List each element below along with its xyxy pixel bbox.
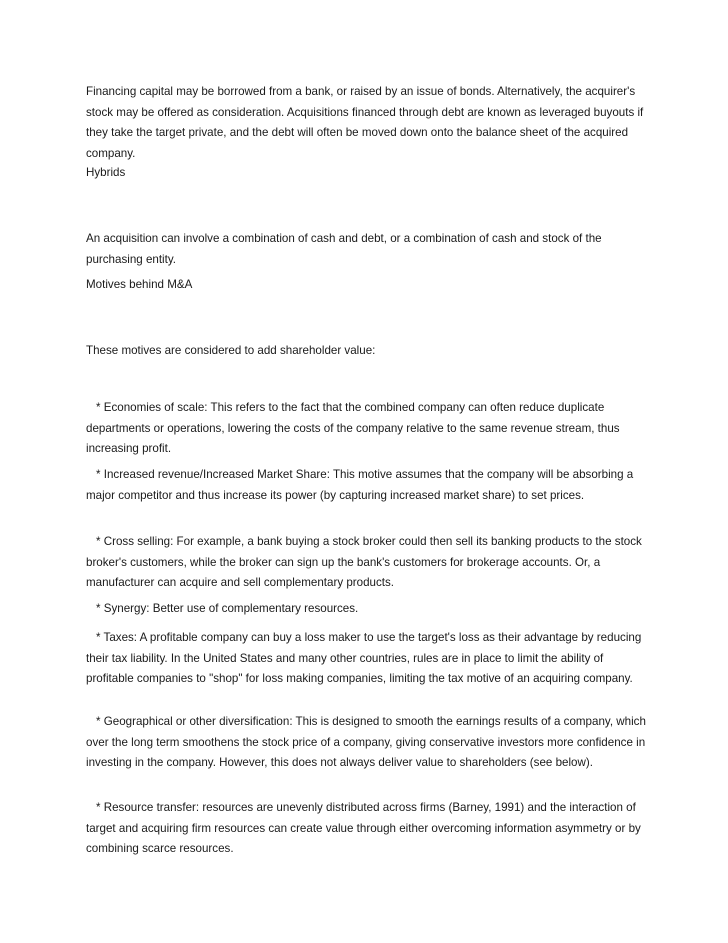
paragraph-financing: Financing capital may be borrowed from a bank, or raised by an issue of bonds. Alternatively, the acquirer's stock may be offered as consideration. Acquisitions financed through debt are known as leveraged buyouts if they take the target private, and the debt will often be moved down onto the balance sheet of the acquired company. — [86, 85, 644, 160]
heading-motives: Motives behind M&A — [86, 278, 193, 291]
bullet-economies-of-scale: * Economies of scale: This refers to the fact that the combined company can often reduce duplicate departments or operations, lowering the costs of the company relative to the same revenue stream, thus increasing profit. — [86, 401, 620, 456]
bullet-synergy: * Synergy: Better use of complementary resources. — [96, 602, 359, 615]
bullet-cross-selling: * Cross selling: For example, a bank buying a stock broker could then sell its banking products to the stock broker's customers, while the broker can sign up the bank's customers for brokerage accounts. Or, a manufacturer can acquire and sell complementary products. — [86, 535, 642, 590]
paragraph-hybrids: An acquisition can involve a combination of cash and debt, or a combination of cash and stock of the purchasing entity. — [86, 232, 602, 266]
bullet-taxes: * Taxes: A profitable company can buy a loss maker to use the target's loss as their advantage by reducing their tax liability. In the United States and many other countries, rules are in place to limit the ability of profitable companies to "shop" for loss making companies, limiting the tax motive of an acquiring company. — [86, 631, 642, 686]
paragraph-motives-intro: These motives are considered to add shareholder value: — [86, 344, 376, 357]
bullet-increased-revenue: * Increased revenue/Increased Market Share: This motive assumes that the company will be absorbing a major competitor and thus increase its power (by capturing increased market share) to set prices. — [86, 468, 634, 502]
heading-hybrids: Hybrids — [86, 166, 126, 179]
bullet-geographical-diversification: * Geographical or other diversification: This is designed to smooth the earnings results of a company, which over the long term smoothens the stock price of a company, giving conservative investors more confidence in investing in the company. However, this does not always deliver value to shareholders (see below). — [86, 715, 646, 770]
bullet-resource-transfer: * Resource transfer: resources are unevenly distributed across firms (Barney, 1991) and the interaction of target and acquiring firm resources can create value through either overcoming information asymmetry or by combining scarce resources. — [86, 801, 641, 856]
